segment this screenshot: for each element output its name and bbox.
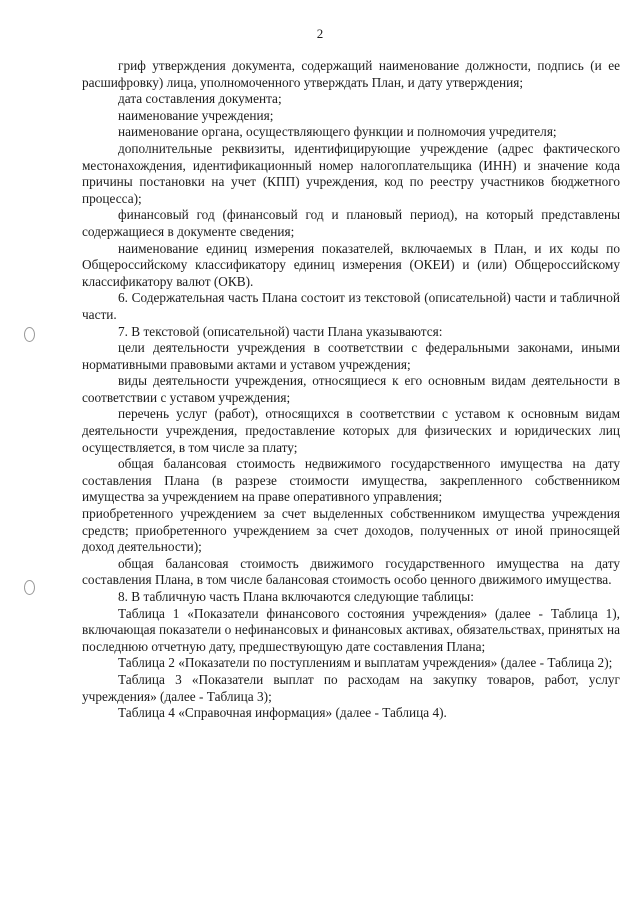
paragraph: финансовый год (финансовый год и плановый период), на который представлены содержащиеся в документе сведения; — [82, 207, 620, 239]
paragraph: гриф утверждения документа, содержащий наименование должности, подпись (и ее расшифровку) лица, уполномоченного утверждать План, и дату утверждения; — [82, 58, 620, 90]
paragraph: приобретенного учреждением за счет выделенных собственником имущества учреждения средств; приобретенного учреждением за счет доходов, полученных от иной приносящей доход деятельности); — [82, 506, 620, 555]
document-body — [82, 58, 620, 722]
paragraph: Таблица 2 «Показатели по поступлениям и выплатам учреждения» (далее - Таблица 2); — [118, 655, 613, 671]
paragraph: общая балансовая стоимость движимого государственного имущества на дату составления Плана, в том числе балансовая стоимость особо ценного движимого имущества. — [82, 555, 620, 588]
paragraph: Таблица 4 «Справочная информация» (далее - Таблица 4). — [118, 705, 447, 721]
paragraph: 8. В табличную часть Плана включаются следующие таблицы: — [118, 589, 474, 604]
paragraph: дата составления документа; — [118, 91, 282, 107]
paragraph: Таблица 3 «Показатели выплат по расходам на закупку товаров, работ, услуг учреждения» (далее - Таблица 3); — [82, 671, 620, 704]
paragraph: виды деятельности учреждения, относящиеся к его основным видам деятельности в соответствии с уставом учреждения; — [82, 373, 620, 405]
paragraph: перечень услуг (работ), относящихся в соответствии с уставом к основным видам деятельности учреждения, предоставление которых для физических и юридических лиц осуществляется, в том числе за плату; — [82, 406, 620, 455]
paragraph: Таблица 1 «Показатели финансового состояния учреждения» (далее - Таблица 1), включающая показатели о нефинансовых и финансовых активах, обязательствах, принятых на последнюю отчетную дату, предшествующую дате составления Плана; — [82, 605, 620, 654]
paragraph: наименование учреждения; — [118, 107, 274, 123]
punch-hole-mark — [24, 327, 35, 342]
paragraph: 7. В текстовой (описательной) части Плана указываются: — [118, 323, 443, 339]
paragraph: дополнительные реквизиты, идентифицирующие учреждение (адрес фактического местонахождения, идентификационный номер налогоплательщика (ИНН) и значение кода причины постановки на учет (КПП) учреждения, код по реестру участников бюджетного процесса); — [82, 140, 620, 206]
punch-hole-mark — [24, 580, 35, 595]
page-number: 2 — [316, 26, 324, 41]
paragraph: 6. Содержательная часть Плана состоит из текстовой (описательной) части и табличной части. — [82, 290, 620, 322]
paragraph: общая балансовая стоимость недвижимого государственного имущества на дату составления Плана (в разрезе стоимости имущества, закрепленного собственником имущества за учреждением на праве оперативного управления; — [82, 456, 620, 505]
paragraph: наименование единиц измерения показателей, включаемых в План, и их коды по Общероссийскому классификатору единиц измерения (ОКЕИ) и (или) Общероссийскому классификатору валют (ОКВ). — [82, 240, 620, 289]
paragraph: наименование органа, осуществляющего функции и полномочия учредителя; — [118, 124, 557, 140]
paragraph: цели деятельности учреждения в соответствии с федеральными законами, иными нормативными правовыми актами и уставом учреждения; — [82, 340, 620, 372]
